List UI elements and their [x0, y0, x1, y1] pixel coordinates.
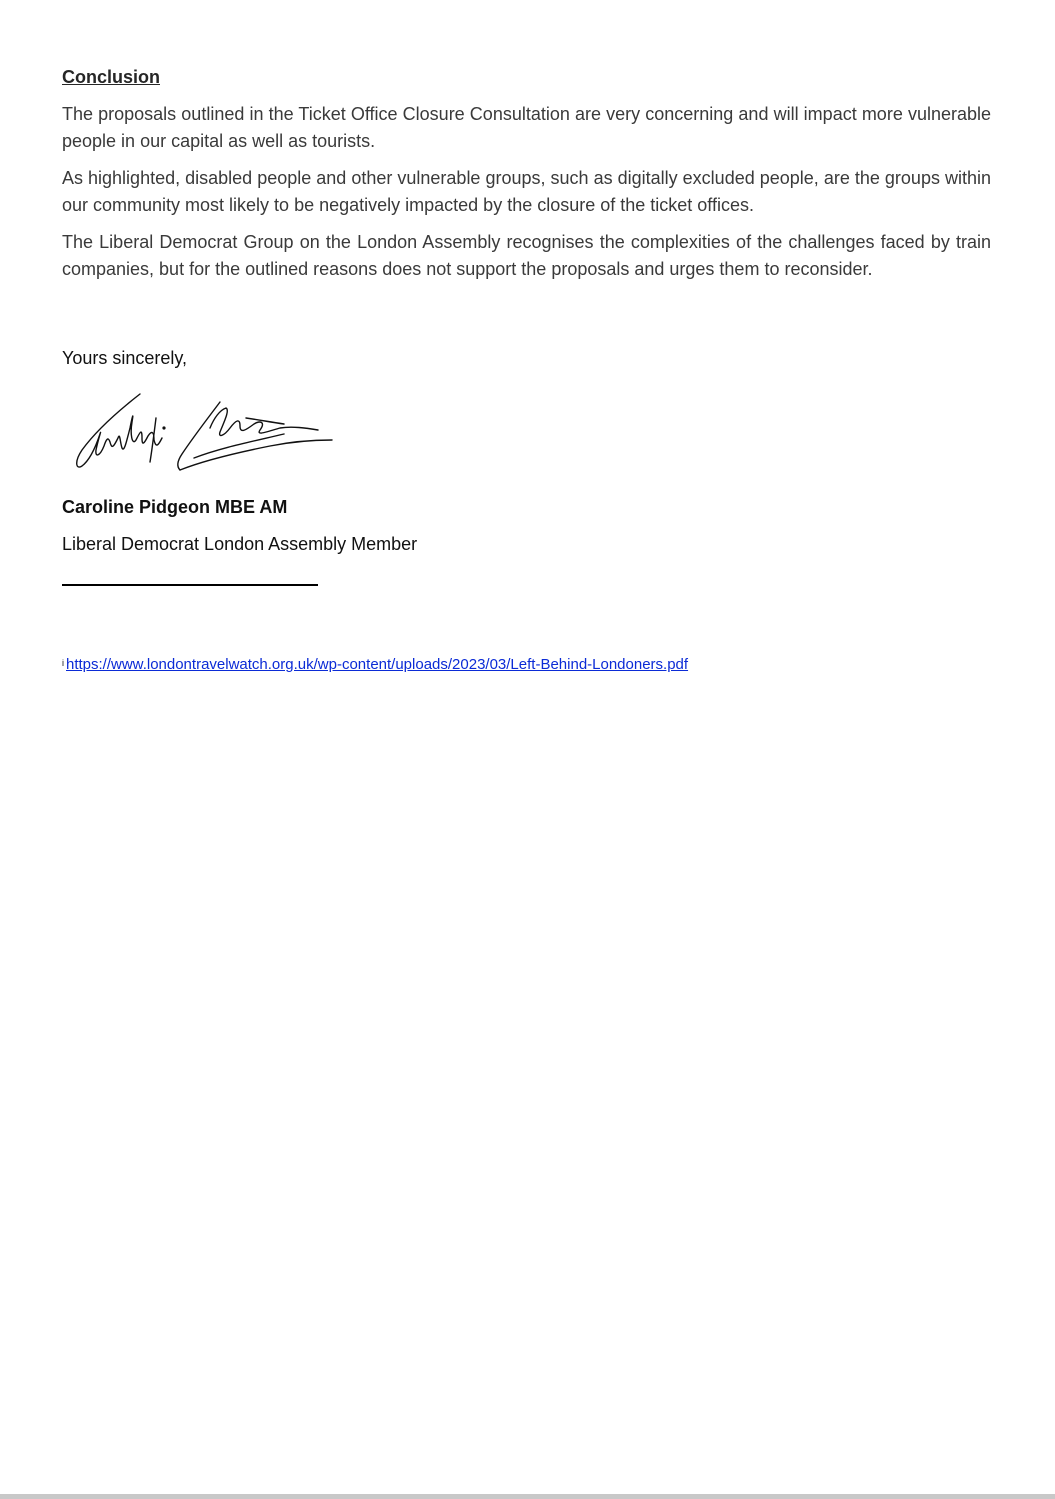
footnote-marker: i — [62, 658, 64, 668]
conclusion-section — [62, 64, 991, 293]
paragraph-2: As highlighted, disabled people and other vulnerable groups, such as digitally excluded people, are the groups within our community most likely to be negatively impacted by the closure of the ticket offices. — [62, 168, 991, 215]
footnote-separator — [62, 584, 318, 586]
page-bottom-edge — [0, 1494, 1055, 1499]
footnote — [62, 654, 688, 676]
footnote-link[interactable]: https://www.londontravelwatch.org.uk/wp-content/uploads/2023/03/Left-Behind-Londoners.pdf — [66, 656, 689, 673]
handwritten-signature — [70, 388, 340, 478]
signer-role: Liberal Democrat London Assembly Member — [62, 534, 418, 554]
paragraph-3: The Liberal Democrat Group on the London Assembly recognises the complexities of the challenges faced by train companies, but for the outlined reasons does not support the proposals and urges them to reconsider. — [62, 232, 991, 279]
section-heading: Conclusion — [62, 67, 160, 87]
closing-salutation: Yours sincerely, — [62, 348, 188, 368]
signer-name: Caroline Pidgeon MBE AM — [62, 497, 288, 517]
paragraph-1: The proposals outlined in the Ticket Office Closure Consultation are very concerning and will impact more vulnerable people in our capital as well as tourists. — [62, 104, 991, 151]
